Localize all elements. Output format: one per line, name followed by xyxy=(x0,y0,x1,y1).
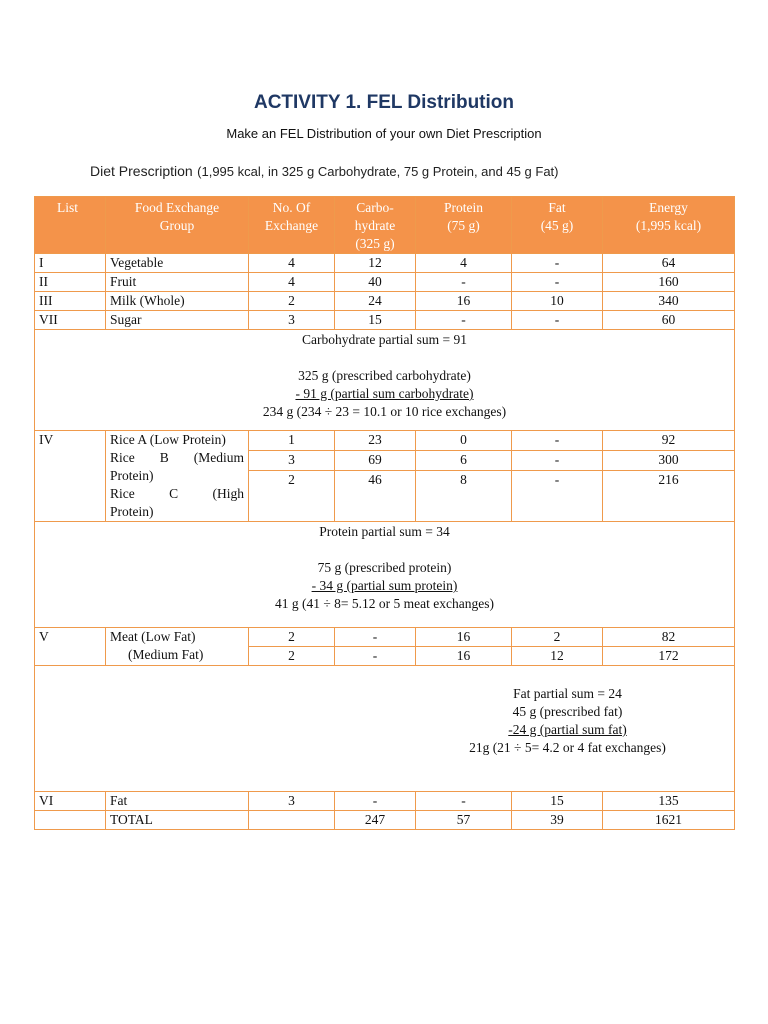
note-line: 45 g (prescribed fat) xyxy=(512,704,623,719)
note-line: -24 g (partial sum fat) xyxy=(508,722,627,737)
cell-energy: 340 xyxy=(603,292,735,311)
note-line: 41 g (41 ÷ 8= 5.12 or 5 meat exchanges) xyxy=(275,596,494,611)
note-line: Protein partial sum = 34 xyxy=(319,524,450,539)
header-text: Carbo- xyxy=(356,200,394,215)
header-exchange xyxy=(249,197,335,254)
note-line: 21g (21 ÷ 5= 4.2 or 4 fat exchanges) xyxy=(469,740,666,755)
header-text: Fat xyxy=(548,200,566,215)
page-subtitle: Make an FEL Distribution of your own Diet Prescription xyxy=(226,126,542,141)
header-text: (45 g) xyxy=(540,218,574,233)
cell-exchange: 4 xyxy=(249,254,335,273)
cell-list: V xyxy=(35,628,106,666)
header-text: Exchange xyxy=(264,218,319,233)
fat-note xyxy=(35,666,735,792)
cell-energy: 300 xyxy=(603,451,735,471)
cell-fat: - xyxy=(512,311,603,330)
cell-exchange: 2 xyxy=(249,628,335,647)
cell-protein: - xyxy=(416,792,512,811)
header-fat xyxy=(512,197,603,254)
cell-carb: - xyxy=(335,628,416,647)
table-row xyxy=(35,431,735,451)
note-line: Fat partial sum = 24 xyxy=(513,686,622,701)
note-line: Carbohydrate partial sum = 91 xyxy=(301,332,468,347)
cell-energy: 92 xyxy=(603,431,735,451)
cell-protein: 16 xyxy=(416,628,512,647)
cell-list xyxy=(35,811,106,830)
cell-protein: 4 xyxy=(416,254,512,273)
cell-food-group: Sugar xyxy=(106,311,249,330)
cell-list: III xyxy=(35,292,106,311)
cell-exchange xyxy=(249,811,335,830)
note-line: 75 g (prescribed protein) xyxy=(317,560,452,575)
cell-carb: 69 xyxy=(335,451,416,471)
cell-protein: - xyxy=(416,273,512,292)
cell-energy: 60 xyxy=(603,311,735,330)
header-text: (75 g) xyxy=(447,218,480,233)
cell-carb: 23 xyxy=(335,431,416,451)
fat-note-row xyxy=(35,666,735,792)
cell-list: II xyxy=(35,273,106,292)
cell-fat: 10 xyxy=(512,292,603,311)
note-gap xyxy=(39,349,730,367)
cell-carb: - xyxy=(335,647,416,666)
cell-energy: 64 xyxy=(603,254,735,273)
table-row xyxy=(35,792,735,811)
header-text: Group xyxy=(159,218,195,233)
cell-food-group xyxy=(106,628,249,666)
header-text: Energy xyxy=(649,200,688,215)
header-protein xyxy=(416,197,512,254)
rice-group-c-cont: Protein) xyxy=(110,504,154,519)
cell-carb: 46 xyxy=(335,471,416,522)
note-line: - 91 g (partial sum carbohydrate) xyxy=(295,386,474,401)
header-text: (1,995 kcal) xyxy=(635,218,702,233)
cell-carb: 12 xyxy=(335,254,416,273)
cell-fat: - xyxy=(512,431,603,451)
rice-group-b-cont: Protein) xyxy=(110,468,154,483)
total-row xyxy=(35,811,735,830)
cell-list: IV xyxy=(35,431,106,522)
note-line: 325 g (prescribed carbohydrate) xyxy=(298,368,471,383)
header-list: List xyxy=(35,197,106,254)
page-title: ACTIVITY 1. FEL Distribution xyxy=(253,92,515,113)
cell-energy: 160 xyxy=(603,273,735,292)
cell-fat: 15 xyxy=(512,792,603,811)
fel-distribution-table xyxy=(34,196,735,830)
header-text: No. Of xyxy=(272,200,311,215)
cell-total-label: TOTAL xyxy=(106,811,249,830)
cell-carb: 24 xyxy=(335,292,416,311)
table-row xyxy=(35,254,735,273)
note-line: 234 g (234 ÷ 23 = 10.1 or 10 rice exchanges) xyxy=(262,404,507,419)
carb-note-row xyxy=(35,330,735,431)
cell-exchange: 4 xyxy=(249,273,335,292)
cell-fat: - xyxy=(512,451,603,471)
protein-note-row xyxy=(35,522,735,628)
rice-group-b: Rice B (Medium xyxy=(110,450,244,465)
cell-food-group: Fat xyxy=(106,792,249,811)
cell-fat: - xyxy=(512,273,603,292)
diet-prescription-label: Diet Prescription xyxy=(90,163,193,179)
cell-carb: - xyxy=(335,792,416,811)
cell-fat: - xyxy=(512,471,603,522)
cell-food-group xyxy=(106,431,249,522)
protein-note xyxy=(35,522,735,628)
header-energy xyxy=(603,197,735,254)
meat-group-low: Meat (Low Fat) xyxy=(110,629,196,644)
cell-list: I xyxy=(35,254,106,273)
cell-fat: - xyxy=(512,254,603,273)
cell-fat-total: 39 xyxy=(512,811,603,830)
cell-protein: 16 xyxy=(416,647,512,666)
header-text: Food Exchange xyxy=(134,200,220,215)
note-gap xyxy=(39,541,730,559)
table-row xyxy=(35,311,735,330)
cell-energy-total: 1621 xyxy=(603,811,735,830)
cell-energy: 135 xyxy=(603,792,735,811)
cell-exchange: 3 xyxy=(249,451,335,471)
cell-exchange: 2 xyxy=(249,471,335,522)
cell-carb: 40 xyxy=(335,273,416,292)
rice-group-c: Rice C (High xyxy=(110,486,244,501)
cell-protein: 16 xyxy=(416,292,512,311)
rice-group-a: Rice A (Low Protein) xyxy=(110,432,226,447)
header-text: Protein xyxy=(444,200,483,215)
cell-exchange: 3 xyxy=(249,311,335,330)
cell-protein: 0 xyxy=(416,431,512,451)
cell-list: VI xyxy=(35,792,106,811)
table-row xyxy=(35,628,735,647)
cell-food-group: Milk (Whole) xyxy=(106,292,249,311)
cell-protein: 8 xyxy=(416,471,512,522)
meat-group-medium: (Medium Fat) xyxy=(128,647,204,662)
cell-carb: 15 xyxy=(335,311,416,330)
cell-list: VII xyxy=(35,311,106,330)
cell-energy: 172 xyxy=(603,647,735,666)
cell-energy: 82 xyxy=(603,628,735,647)
carb-note xyxy=(35,330,735,431)
cell-fat: 2 xyxy=(512,628,603,647)
cell-exchange: 3 xyxy=(249,792,335,811)
cell-protein-total: 57 xyxy=(416,811,512,830)
cell-food-group: Vegetable xyxy=(106,254,249,273)
cell-exchange: 1 xyxy=(249,431,335,451)
header-text: (325 g) xyxy=(355,236,395,251)
table-row xyxy=(35,273,735,292)
cell-protein: 6 xyxy=(416,451,512,471)
diet-prescription xyxy=(90,163,559,181)
cell-carb-total: 247 xyxy=(335,811,416,830)
table-header-row xyxy=(35,197,735,254)
cell-exchange: 2 xyxy=(249,292,335,311)
header-text: hydrate xyxy=(354,218,396,233)
cell-energy: 216 xyxy=(603,471,735,522)
cell-food-group: Fruit xyxy=(106,273,249,292)
diet-prescription-detail: (1,995 kcal, in 325 g Carbohydrate, 75 g Protein, and 45 g Fat) xyxy=(197,164,559,179)
header-food-group xyxy=(106,197,249,254)
cell-exchange: 2 xyxy=(249,647,335,666)
cell-fat: 12 xyxy=(512,647,603,666)
table-row xyxy=(35,292,735,311)
header-carbohydrate xyxy=(335,197,416,254)
cell-protein: - xyxy=(416,311,512,330)
note-line: - 34 g (partial sum protein) xyxy=(311,578,458,593)
